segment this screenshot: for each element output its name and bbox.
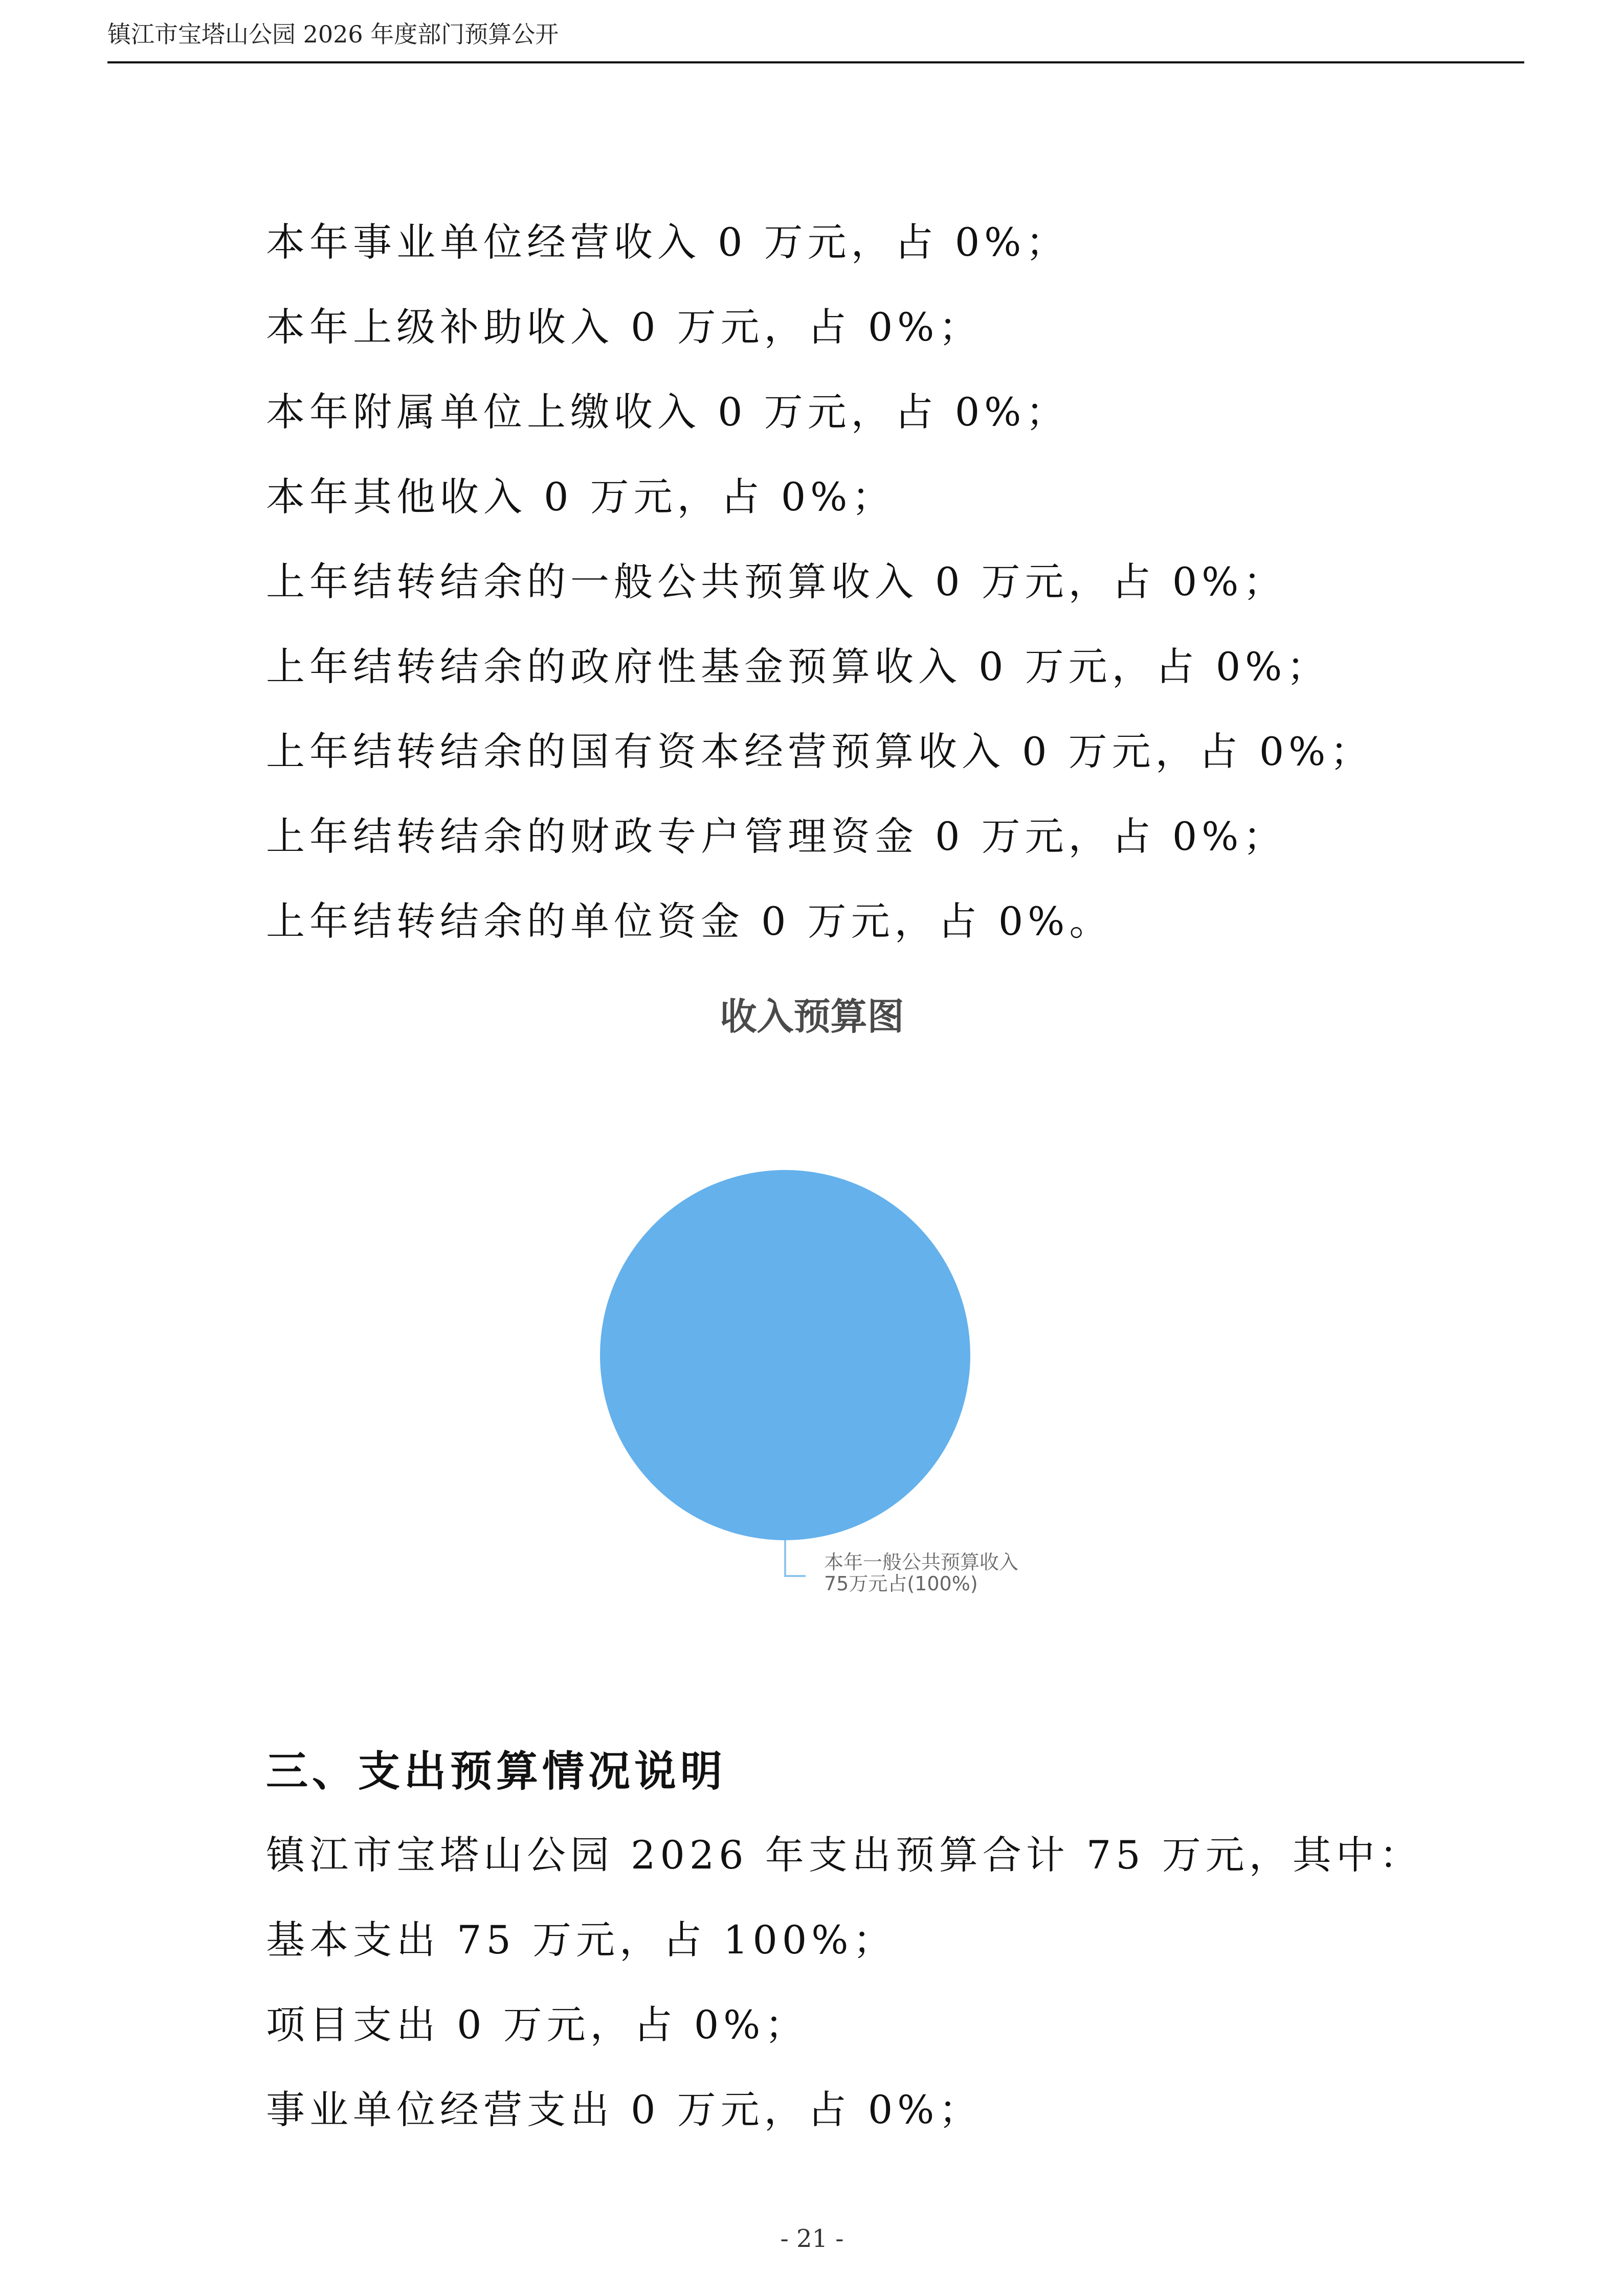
document-header-title: 镇江市宝塔山公园 2026 年度部门预算公开 <box>107 20 559 48</box>
expense-line: 基本支出 75 万元，占 100%； <box>266 1917 897 1963</box>
pie-slice <box>600 1170 970 1540</box>
income-pie-chart <box>0 1099 1624 1636</box>
income-line: 本年附属单位上缴收入 0 万元，占 0%； <box>266 389 1070 435</box>
income-line: 上年结转结余的国有资本经营预算收入 0 万元，占 0%； <box>266 729 1374 774</box>
pie-slice-label: 本年一般公共预算收入 <box>824 1551 1019 1573</box>
expense-line: 项目支出 0 万元，占 0%； <box>266 2002 809 2047</box>
pie-leader-line <box>785 1540 806 1576</box>
income-line: 本年事业单位经营收入 0 万元，占 0%； <box>266 219 1070 265</box>
page-number: - 21 - <box>780 2224 844 2253</box>
section-heading: 三、支出预算情况说明 <box>266 1747 727 1796</box>
income-line: 上年结转结余的单位资金 0 万元，占 0%。 <box>266 898 1113 944</box>
income-line: 本年上级补助收入 0 万元，占 0%； <box>266 304 983 350</box>
pie-slice-value-label: 75万元占(100%) <box>824 1572 978 1595</box>
income-line: 上年结转结余的一般公共预算收入 0 万元，占 0%； <box>266 559 1287 604</box>
chart-title: 收入预算图 <box>720 995 904 1038</box>
pie-chart-svg <box>0 1099 1624 1636</box>
income-line: 上年结转结余的财政专户管理资金 0 万元，占 0%； <box>266 814 1287 859</box>
header-divider <box>107 61 1524 63</box>
income-line: 本年其他收入 0 万元，占 0%； <box>266 474 896 520</box>
expense-line: 镇江市宝塔山公园 2026 年支出预算合计 75 万元，其中： <box>266 1832 1423 1878</box>
income-line: 上年结转结余的政府性基金预算收入 0 万元，占 0%； <box>266 644 1330 689</box>
expense-line: 事业单位经营支出 0 万元，占 0%； <box>266 2087 983 2132</box>
